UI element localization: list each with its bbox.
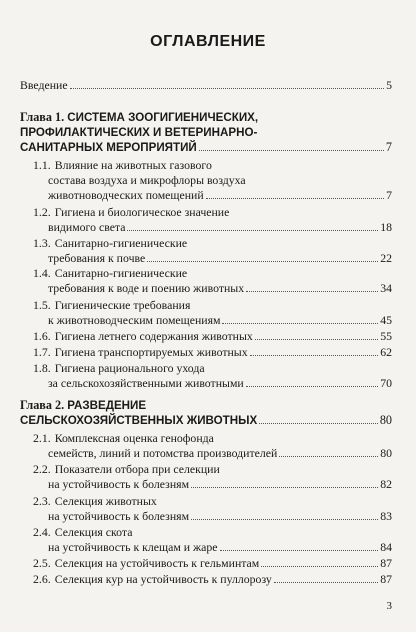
- entry-label: Показатели отбора при селекции: [54, 462, 220, 476]
- chapter-title-line: СИСТЕМА ЗООГИГИЕНИЧЕСКИХ,: [67, 111, 259, 124]
- chapter-label: Глава 2.: [20, 398, 65, 412]
- entry-label: состава воздуха и микрофлоры воздуха: [48, 173, 246, 187]
- entry-label: к животноводческим помещениям: [48, 313, 221, 327]
- leader-dots: [246, 385, 378, 387]
- entry-number: 1.2.: [33, 205, 51, 219]
- entry-label: Гигиена рационального ухода: [54, 361, 205, 375]
- entry-number: 1.4.: [33, 266, 51, 280]
- entry-number: 2.5.: [33, 556, 51, 570]
- entry-label: Введение: [20, 78, 68, 92]
- toc-chapter-1[interactable]: [20, 110, 392, 155]
- toc-entry-1-5[interactable]: [33, 298, 392, 328]
- toc-entry-2-6[interactable]: [33, 572, 392, 587]
- page-title: ОГЛАВЛЕНИЕ: [150, 33, 266, 50]
- leader-dots: [250, 354, 379, 356]
- toc-entry-2-3[interactable]: [33, 494, 392, 524]
- entry-page: 87: [380, 556, 392, 570]
- entry-page: 80: [379, 413, 392, 427]
- toc-entry-intro[interactable]: [20, 78, 392, 93]
- chapter-label: Глава 1.: [20, 110, 65, 124]
- leader-dots: [199, 149, 384, 151]
- entry-number: 2.1.: [33, 431, 51, 445]
- toc-entry-1-4[interactable]: [33, 266, 392, 296]
- entry-label: видимого света: [48, 220, 126, 234]
- leader-dots: [220, 549, 379, 551]
- leader-dots: [255, 338, 378, 340]
- leader-dots: [259, 422, 378, 424]
- leader-dots: [147, 260, 378, 262]
- toc-entry-1-2[interactable]: [33, 205, 392, 235]
- toc-entry-2-1[interactable]: [33, 431, 392, 461]
- entry-page: 45: [380, 313, 392, 327]
- page-number: 3: [386, 600, 392, 612]
- toc-entry-2-5[interactable]: [33, 556, 392, 571]
- chapter-title-line: ПРОФИЛАКТИЧЕСКИХ И ВЕТЕРИНАРНО-: [20, 126, 258, 139]
- entry-label: Селекция кур на устойчивость к пуллорозу: [54, 572, 272, 586]
- entry-page: 70: [380, 376, 392, 390]
- entry-page: 84: [380, 540, 392, 554]
- entry-label: Санитарно-гигиенические: [54, 266, 188, 280]
- leader-dots: [274, 581, 378, 583]
- entry-number: 1.8.: [33, 361, 51, 375]
- toc-entry-1-7[interactable]: [33, 345, 392, 360]
- leader-dots: [127, 229, 378, 231]
- toc-chapter-2[interactable]: [20, 398, 392, 428]
- entry-label: на устойчивость к болезням: [48, 477, 190, 491]
- entry-label: Селекция скота: [54, 525, 133, 539]
- entry-number: 1.6.: [33, 329, 51, 343]
- entry-label: требования к почве: [48, 251, 146, 265]
- entry-number: 1.1.: [33, 158, 51, 172]
- entry-label: за сельскохозяйственными животными: [48, 376, 244, 390]
- leader-dots: [246, 290, 378, 292]
- entry-label: Гигиена летнего содержания животных: [54, 329, 253, 343]
- entry-page: 82: [380, 477, 392, 491]
- entry-label: животноводческих помещений: [48, 188, 204, 202]
- leader-dots: [279, 455, 378, 457]
- toc-entry-2-2[interactable]: [33, 462, 392, 492]
- entry-label: Селекция животных: [54, 494, 157, 508]
- entry-label: Гигиена транспортируемых животных: [54, 345, 248, 359]
- toc-entry-1-1[interactable]: [33, 158, 392, 203]
- entry-number: 1.3.: [33, 236, 51, 250]
- entry-page: 34: [380, 281, 392, 295]
- entry-page: 83: [380, 509, 392, 523]
- entry-number: 2.2.: [33, 462, 51, 476]
- entry-page: 22: [380, 251, 392, 265]
- leader-dots: [261, 565, 378, 567]
- leader-dots: [70, 87, 385, 89]
- toc-entry-2-4[interactable]: [33, 525, 392, 555]
- entry-page: 7: [386, 188, 392, 202]
- entry-label: Санитарно-гигиенические: [54, 236, 188, 250]
- entry-page: 62: [380, 345, 392, 359]
- leader-dots: [191, 486, 378, 488]
- entry-number: 1.7.: [33, 345, 51, 359]
- entry-label: требования к воде и поению животных: [48, 281, 245, 295]
- toc-entry-1-6[interactable]: [33, 329, 392, 344]
- entry-page: 55: [380, 329, 392, 343]
- entry-label: Комплексная оценка генофонда: [54, 431, 214, 445]
- entry-number: 2.4.: [33, 525, 51, 539]
- entry-label: на устойчивость к болезням: [48, 509, 190, 523]
- entry-number: 2.3.: [33, 494, 51, 508]
- entry-label: семейств, линий и потомства производителей: [48, 446, 278, 460]
- entry-page: 18: [380, 220, 392, 234]
- entry-label: на устойчивость к клещам и жаре: [48, 540, 218, 554]
- chapter-title-line: САНИТАРНЫХ МЕРОПРИЯТИЙ: [20, 141, 197, 154]
- entry-number: 2.6.: [33, 572, 51, 586]
- entry-label: Селекция на устойчивость к гельминтам: [54, 556, 260, 570]
- leader-dots: [191, 518, 378, 520]
- entry-page: 80: [380, 446, 392, 460]
- entry-label: Гигиенические требования: [54, 298, 191, 312]
- entry-number: 1.5.: [33, 298, 51, 312]
- chapter-title-line: СЕЛЬСКОХОЗЯЙСТВЕННЫХ ЖИВОТНЫХ: [20, 414, 258, 427]
- entry-label: Влияние на животных газового: [54, 158, 212, 172]
- entry-label: Гигиена и биологическое значение: [54, 205, 230, 219]
- toc-entry-1-3[interactable]: [33, 236, 392, 266]
- leader-dots: [206, 197, 384, 199]
- chapter-title-line: РАЗВЕДЕНИЕ: [67, 399, 147, 412]
- entry-page: 7: [385, 140, 392, 154]
- leader-dots: [222, 322, 378, 324]
- entry-page: 87: [380, 572, 392, 586]
- toc-entry-1-8[interactable]: [33, 361, 392, 391]
- entry-page: 5: [386, 78, 392, 92]
